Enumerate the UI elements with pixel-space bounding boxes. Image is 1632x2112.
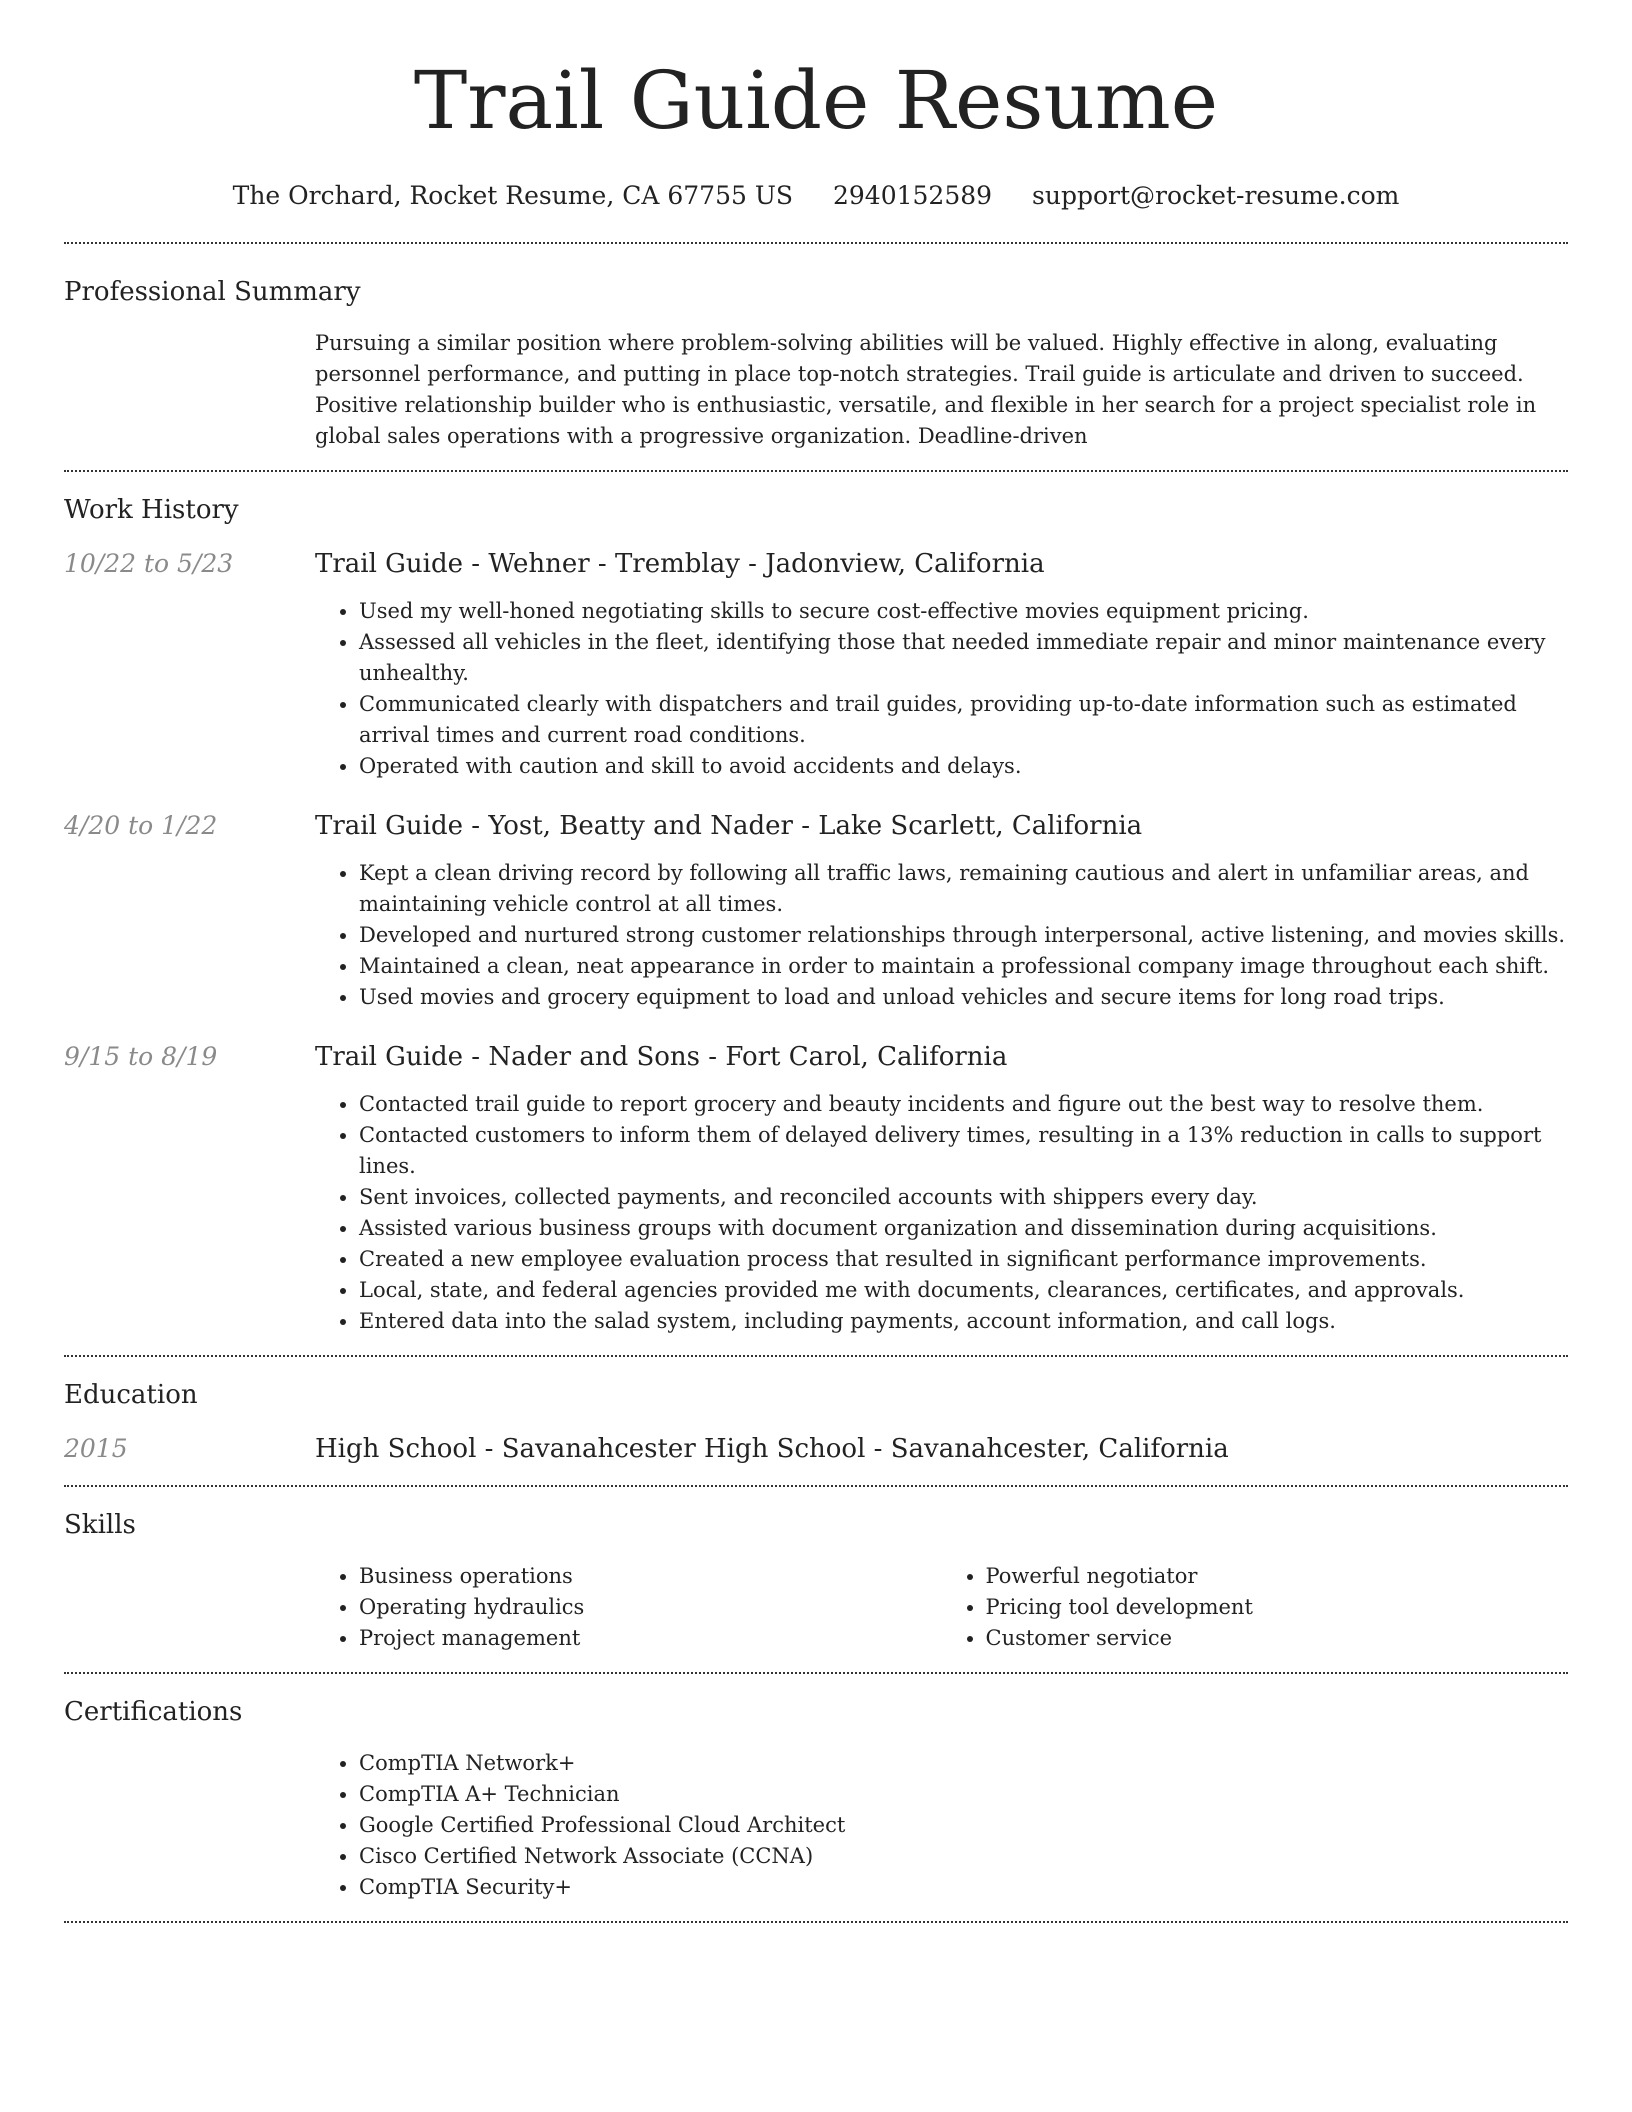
job-bullet: • Communicated clearly with dispatchers and trail guides, providing up-to-date information such as estimated arrival times and current road conditions. <box>359 689 1568 751</box>
certifications-body <box>315 1748 1568 1903</box>
summary-row <box>64 328 1568 452</box>
job-details <box>315 808 1568 1013</box>
certifications-list <box>315 1748 1568 1903</box>
section-divider <box>64 1921 1568 1923</box>
skills-row <box>64 1561 1568 1654</box>
skills-section <box>64 1487 1568 1672</box>
job-bullets <box>315 596 1568 782</box>
certification-item: • Google Certified Professional Cloud Architect <box>359 1810 1568 1841</box>
job-bullets <box>315 1089 1568 1337</box>
job-details <box>315 1039 1568 1337</box>
certifications-section-title: Certifications <box>64 1697 243 1727</box>
job-title: Trail Guide - Yost, Beatty and Nader - Lake Scarlett, California <box>315 811 1143 841</box>
education-year: 2015 <box>64 1434 128 1463</box>
job-details <box>315 546 1568 782</box>
resume-name: Trail Guide Resume <box>413 54 1219 147</box>
education-entry <box>64 1431 1568 1467</box>
job-bullet: • Sent invoices, collected payments, and reconciled accounts with shippers every day. <box>359 1182 1568 1213</box>
job-dates: 4/20 to 1/22 <box>64 811 218 840</box>
contact-address: The Orchard, Rocket Resume, CA 67755 US <box>232 181 794 210</box>
skills-section-title: Skills <box>64 1510 136 1540</box>
job-bullets <box>315 858 1568 1013</box>
certification-item: • CompTIA A+ Technician <box>359 1779 1568 1810</box>
skill-item: • Powerful negotiator <box>986 1561 1569 1592</box>
skills-list-right <box>942 1561 1569 1654</box>
skill-item: • Business operations <box>359 1561 942 1592</box>
education-title: High School - Savanahcester High School - Savanahcester, California <box>315 1434 1229 1464</box>
job-dates: 10/22 to 5/23 <box>64 549 234 578</box>
job-bullet: • Contacted trail guide to report grocery and beauty incidents and figure out the best way to resolve them. <box>359 1089 1568 1120</box>
summary-text: Pursuing a similar position where problem-solving abilities will be valued. Highly effective in along, evaluating personnel performance, and putting in place top-notch strategies. Trail guide is articulate and driven to succeed. Positive relationship builder who is enthusiastic, versatile, and flexible in her search for a project specialist role in global sales operations with a progressive organization. Deadline-driven <box>315 331 1537 448</box>
job-bullet: • Maintained a clean, neat appearance in order to maintain a professional company image throughout each shift. <box>359 951 1568 982</box>
job-entry <box>64 546 1568 782</box>
job-bullet: • Assisted various business groups with document organization and dissemination during acquisitions. <box>359 1213 1568 1244</box>
job-dates: 9/15 to 8/19 <box>64 1042 218 1071</box>
job-bullet: • Created a new employee evaluation process that resulted in significant performance improvements. <box>359 1244 1568 1275</box>
education-section-title: Education <box>64 1380 198 1410</box>
summary-body <box>315 328 1568 452</box>
skill-item: • Customer service <box>986 1623 1569 1654</box>
skill-item: • Pricing tool development <box>986 1592 1569 1623</box>
contact-email: support@rocket-resume.com <box>1032 181 1400 210</box>
certification-item: • Cisco Certified Network Associate (CCNA) <box>359 1841 1568 1872</box>
contact-phone: 2940152589 <box>833 181 993 210</box>
job-bullet: • Used my well-honed negotiating skills to secure cost-effective movies equipment pricing. <box>359 596 1568 627</box>
job-bullet: • Kept a clean driving record by following all traffic laws, remaining cautious and alert in unfamiliar areas, and maintaining vehicle control at all times. <box>359 858 1568 920</box>
certifications-section <box>64 1674 1568 1921</box>
job-bullet: • Entered data into the salad system, including payments, account information, and call logs. <box>359 1306 1568 1337</box>
skill-item: • Operating hydraulics <box>359 1592 942 1623</box>
skills-grid <box>315 1561 1568 1654</box>
job-entry <box>64 808 1568 1013</box>
education-details <box>315 1431 1568 1467</box>
certification-item: • CompTIA Security+ <box>359 1872 1568 1903</box>
summary-section <box>64 244 1568 470</box>
job-bullet: • Local, state, and federal agencies provided me with documents, clearances, certificates, and approvals. <box>359 1275 1568 1306</box>
job-bullet: • Developed and nurtured strong customer relationships through interpersonal, active listening, and movies skills. <box>359 920 1568 951</box>
resume-header <box>64 0 1568 214</box>
work-history-section <box>64 472 1568 1355</box>
job-bullet: • Used movies and grocery equipment to load and unload vehicles and secure items for long road trips. <box>359 982 1568 1013</box>
job-title: Trail Guide - Wehner - Tremblay - Jadonview, California <box>315 549 1045 579</box>
skills-list-left <box>315 1561 942 1654</box>
certification-item: • CompTIA Network+ <box>359 1748 1568 1779</box>
job-bullet: • Contacted customers to inform them of delayed delivery times, resulting in a 13% reduction in calls to support lines. <box>359 1120 1568 1182</box>
job-bullet: • Assessed all vehicles in the fleet, identifying those that needed immediate repair and minor maintenance every unhealthy. <box>359 627 1568 689</box>
job-entry <box>64 1039 1568 1337</box>
education-section <box>64 1357 1568 1485</box>
skill-item: • Project management <box>359 1623 942 1654</box>
job-bullet: • Operated with caution and skill to avoid accidents and delays. <box>359 751 1568 782</box>
certifications-row <box>64 1748 1568 1903</box>
summary-section-title: Professional Summary <box>64 277 361 307</box>
contact-line <box>64 178 1568 214</box>
job-title: Trail Guide - Nader and Sons - Fort Carol, California <box>315 1042 1008 1072</box>
work-history-section-title: Work History <box>64 495 239 525</box>
